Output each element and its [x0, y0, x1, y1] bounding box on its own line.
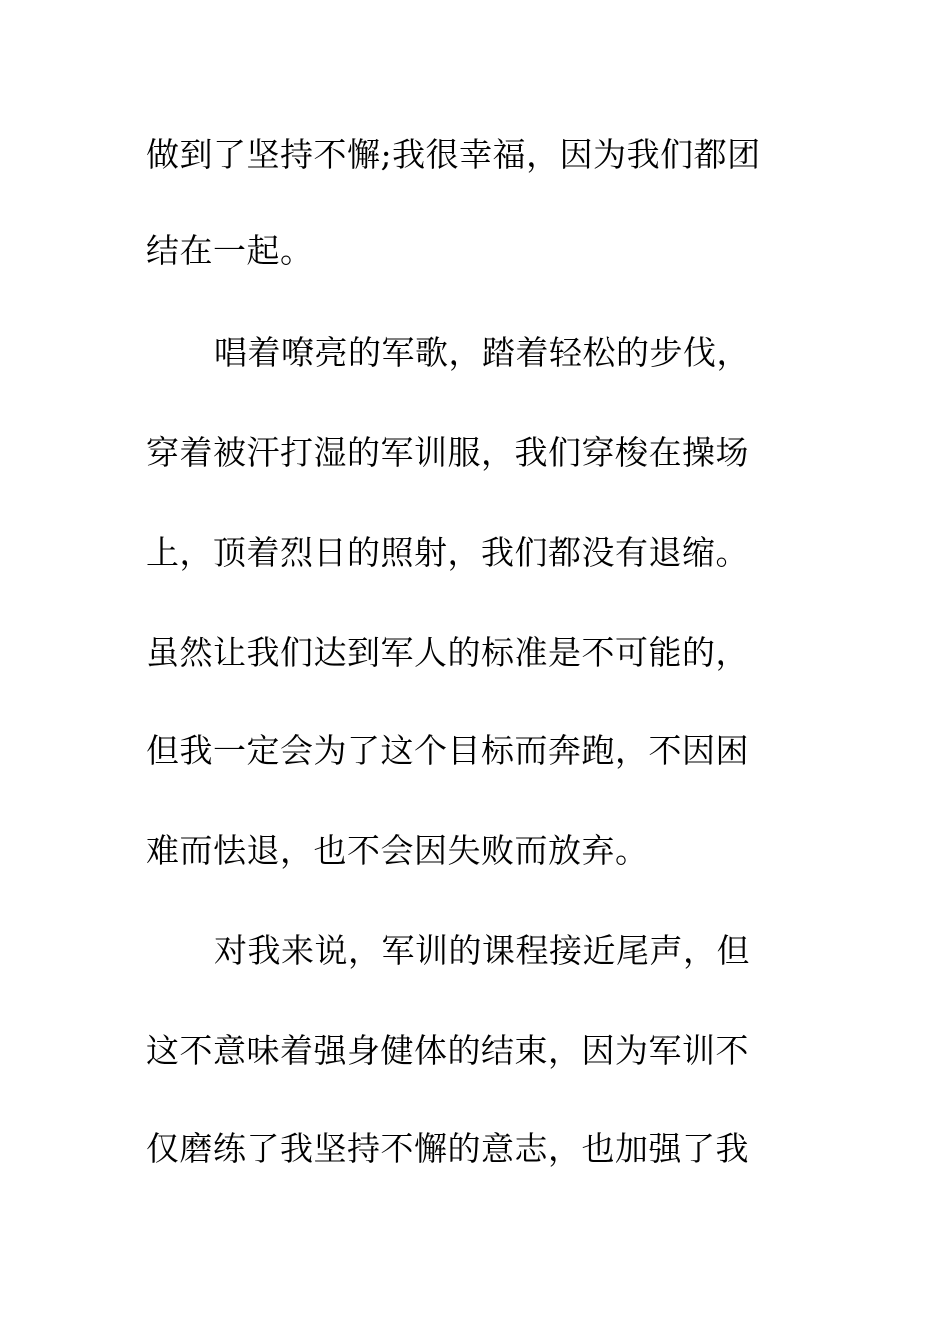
text-line: 上，顶着烈日的照射，我们都没有退缩。 — [146, 533, 749, 572]
text-line: 做到了坚持不懈;我很幸福，因为我们都团 — [146, 135, 761, 174]
text-line: 但我一定会为了这个目标而奔跑，不因困 — [146, 731, 749, 770]
text-line: 仅磨练了我坚持不懈的意志，也加强了我 — [146, 1129, 749, 1168]
text-line: 虽然让我们达到军人的标准是不可能的， — [146, 633, 749, 672]
paragraph-start-line: 唱着嘹亮的军歌，踏着轻松的步伐， — [214, 333, 750, 372]
text-line: 结在一起。 — [146, 231, 314, 270]
paragraph-start-line: 对我来说，军训的课程接近尾声，但 — [214, 931, 750, 970]
text-line: 穿着被汗打湿的军训服，我们穿梭在操场 — [146, 433, 749, 472]
text-line: 难而怯退，也不会因失败而放弃。 — [146, 831, 649, 870]
text-line: 这不意味着强身健体的结束，因为军训不 — [146, 1031, 749, 1070]
